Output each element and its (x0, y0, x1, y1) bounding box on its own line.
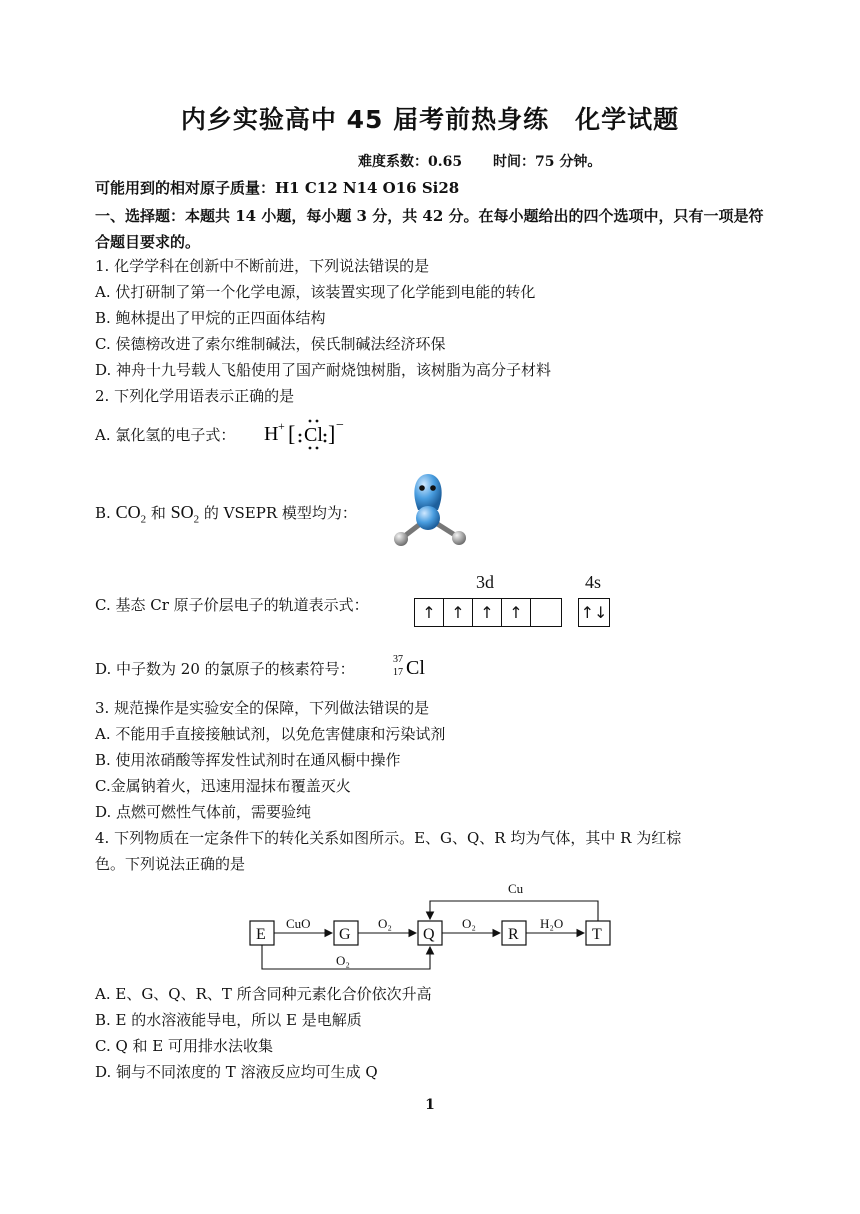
label-cuo: CuO (286, 916, 311, 931)
page-title: 内乡实验高中 45 届考前热身练 化学试题 (180, 105, 680, 134)
orbital-3d-5 (531, 599, 561, 626)
orbital-3d-3: ↑ (473, 599, 502, 626)
svg-text:]: ] (328, 421, 336, 446)
difficulty-text: 难度系数：0.65 (358, 154, 463, 170)
node-q: Q (423, 926, 435, 943)
hcl-electron-formula (262, 410, 358, 452)
orbital-3d-boxes (414, 598, 562, 627)
vsepr-model-image (388, 470, 472, 552)
q1-option-c: C. 侯德榜改进了索尔维制碱法，侯氏制碱法经济环保 (95, 335, 446, 353)
q3-stem: 3. 规范操作是实验安全的保障，下列做法错误的是 (95, 699, 430, 717)
q2-stem: 2. 下列化学用语表示正确的是 (95, 387, 295, 405)
orbital-label-3d: 3d (476, 572, 494, 592)
q3-option-a: A. 不能用手直接接触试剂，以免危害健康和污染试剂 (95, 725, 446, 743)
q1-stem: 1. 化学学科在创新中不断前进，下列说法错误的是 (95, 257, 430, 275)
q4-option-a: A. E、G、Q、R、T 所含同种元素化合价依次升高 (95, 985, 432, 1003)
label-o2-gq: O₂ (378, 916, 392, 931)
svg-text:Cl: Cl (406, 657, 425, 679)
node-r: R (508, 926, 519, 943)
q4-option-d: D. 铜与不同浓度的 T 溶液反应均可生成 Q (95, 1063, 378, 1081)
q2-option-a (95, 424, 235, 445)
q4-stem-line2: 色。下列说法正确的是 (95, 855, 246, 873)
q1-option-b: B. 鲍林提出了甲烷的正四面体结构 (95, 309, 326, 327)
cl37-nuclide-symbol (392, 650, 436, 680)
q1-option-a: A. 伏打研制了第一个化学电源，该装置实现了化学能到电能的转化 (95, 283, 536, 301)
svg-text:H: H (264, 423, 279, 445)
q3-option-c: C.金属钠着火，迅速用湿抹布覆盖灭火 (95, 777, 351, 795)
q4-option-c: C. Q 和 E 可用排水法收集 (95, 1037, 274, 1055)
exam-meta (358, 151, 627, 171)
page-number: 1 (425, 1097, 435, 1113)
q3-option-d: D. 点燃可燃性气体前，需要验纯 (95, 803, 312, 821)
svg-text:−: − (336, 418, 344, 433)
q3-option-b: B. 使用浓硝酸等挥发性试剂时在通风橱中操作 (95, 751, 401, 769)
orbital-4s-1: ↑↓ (580, 603, 608, 622)
label-o2-eq: O₂ (336, 953, 350, 968)
svg-text:37: 37 (393, 654, 403, 665)
svg-text:Cl: Cl (304, 424, 323, 446)
q2-option-d (95, 658, 355, 679)
q2-option-c: C. 基态 Cr 原子价层电子的轨道表示式： (95, 596, 369, 614)
time-text: 时间：75 分钟。 (492, 154, 602, 170)
q2-option-d-text: D. 中子数为 20 的氯原子的核素符号： (95, 660, 355, 678)
section-heading: 一、选择题：本题共 14 小题，每小题 3 分，共 42 分。在每小题给出的四个选项中，只有一项是符合题目要求的。 (95, 207, 764, 251)
co2-formula: $CO_2$ (115, 502, 147, 526)
q4-stem-line1: 4. 下列物质在一定条件下的转化关系如图所示。E、G、Q、R 均为气体，其中 R 为红棕 (95, 829, 682, 847)
atomic-mass-line: 可能用到的相对原子质量：H1 C12 N14 O16 Si28 (95, 179, 460, 197)
orbital-label-4s: 4s (585, 572, 602, 592)
q1-option-d: D. 神舟十九号载人飞船使用了国产耐烧蚀树脂，该树脂为高分子材料 (95, 361, 552, 379)
svg-text:[: [ (288, 421, 296, 446)
so2-formula: $SO_2$ (170, 502, 200, 526)
q2-option-b (95, 502, 357, 526)
q2-option-a-text: A. 氯化氢的电子式： (95, 426, 236, 444)
svg-text:17: 17 (393, 667, 403, 678)
node-e: E (256, 926, 266, 943)
q2-option-b-prefix: B. (95, 504, 116, 522)
orbital-3d-1: ↑ (415, 599, 444, 626)
q2-option-b-post: 的 VSEPR 模型均为： (199, 504, 357, 522)
orbital-3d-4: ↑ (502, 599, 531, 626)
conversion-diagram (240, 878, 620, 974)
svg-text:+: + (278, 419, 285, 433)
label-o2-qr: O₂ (462, 916, 476, 931)
node-g: G (339, 926, 351, 943)
q2-option-b-mid: 和 (146, 504, 171, 522)
orbital-4s-box (578, 598, 610, 627)
label-h2o: H₂O (540, 916, 564, 931)
orbital-3d-2: ↑ (444, 599, 473, 626)
q4-option-b: B. E 的水溶液能导电，所以 E 是电解质 (95, 1011, 362, 1029)
label-cu: Cu (508, 881, 524, 896)
node-t: T (592, 926, 602, 943)
